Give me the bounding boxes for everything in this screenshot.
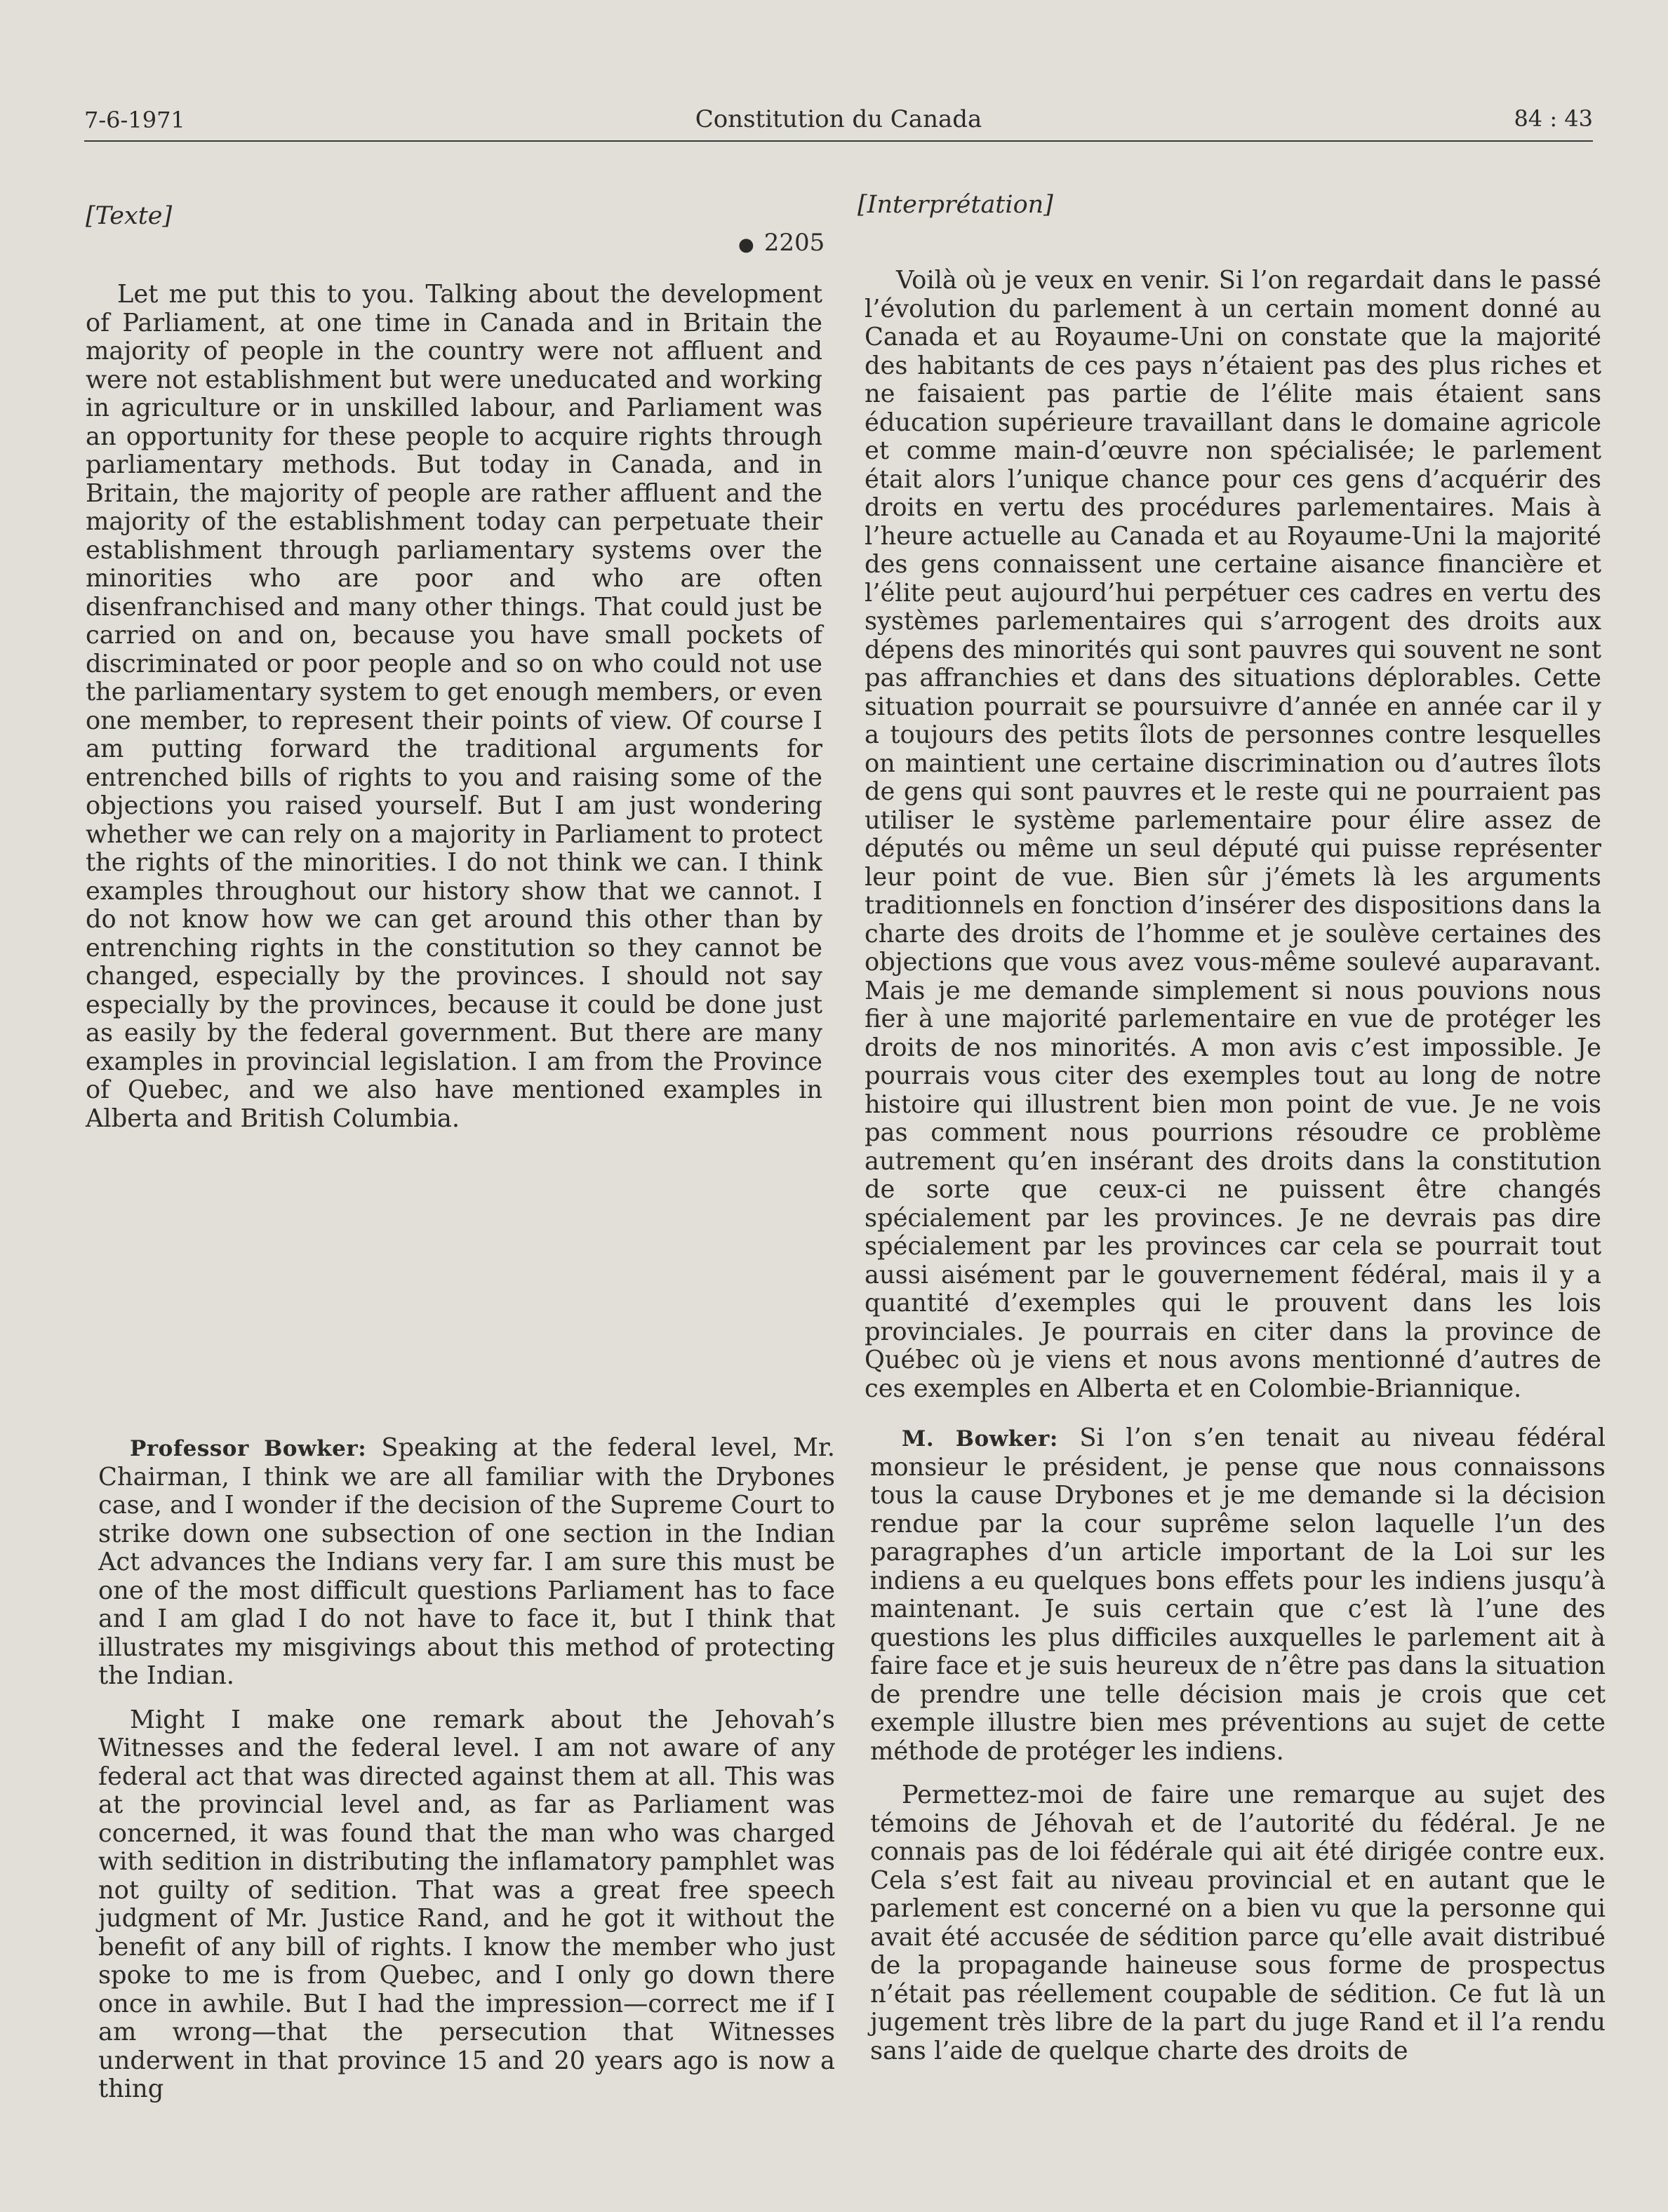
header-title: Constitution du Canada [695,105,982,133]
right-paragraph-1: Voilà où je veux en venir. Si l’on regardait dans le passé l’évolution du parlement à un certain moment donné au Canada et au Royaume-Uni on constate que la majorité des habitants de ces pays n’étaient pas des plus riches et ne faisaient pas partie de l’élite mais étaient sans éducation supérieure travaillant dans le domaine agricole et comme main-d’œuvre non spécialisée; le parlement était alors l’unique chance pour ces gens d’acquérir des droits en vertu des procédures parlementaires. Mais à l’heure actuelle au Canada et au Royaume-Uni la majorité des gens connaissent une certaine aisance financière et l’élite peut aujourd’hui perpétuer ces cadres en vertu des systèmes parlementaires qui s’arrogent des droits aux dépens des minorités qui sont pauvres qui souvent ne sont pas affranchies et dans des situations déplorables. Cette situation pourrait se poursuivre d’année en année car il y a toujours des petits îlots de personnes contre lesquelles on maintient une certaine discrimination ou d’autres îlots de gens qui sont pauvres et le reste qui ne pourraient pas utiliser le système parlementaire pour élire assez de députés ou même un seul député qui puisse représenter leur point de vue. Bien sûr j’émets là les arguments traditionnels en fonction d’insérer des dispositions dans la charte des droits de l’homme et je soulève certaines des objections que vous avez vous-même soulevé auparavant. Mais je me demande simplement si nous pouvions nous fier à une majorité parlementaire en vue de protéger les droits de nos minorités. A mon avis c’est impossible. Je pourrais vous citer des exemples tout au long de notre histoire qui illustrent bien mon point de vue. Je ne vois pas comment nous pourrions résoudre ce problème autrement qu’en insérant des droits dans la constitution de sorte que ceux-ci ne puissent être changés spécialement par les provinces. Je ne devrais pas dire spécialement par les provinces car cela se pourrait tout aussi aisément par le gouvernement fédéral, mais il y a quantité d’exemples qui le prouvent dans les lois provinciales. Je pourrais en citer dans la province de Québec où je viens et nous avons mentionné d’autres de ces exemples en Alberta et en Colombie-Briannique. [865,266,1601,1403]
left-paragraph-3: Might I make one remark about the Jehovah’s Witnesses and the federal level. I am not aware of any federal act that was directed against them at all. This was at the provincial level and, as far as Parliament was concerned, it was found that the man who was charged with sedition in distributing the inflamatory pamphlet was not guilty of sedition. That was a great free speech judgment of Mr. Justice Rand, and he got it without the benefit of any bill of rights. I know the member who just spoke to me is from Quebec, and I only go down there once in awhile. But I had the impression—correct me if I am wrong—that the persecution that Witnesses underwent in that province 15 and 20 years ago is now a thing [98,1705,835,2103]
right-paragraph-2-text: Si l’on s’en tenait au niveau fédéral monsieur le président, je pense que nous connaissons tous la cause Drybones et je me demande si la décision rendue par la cour suprême selon laquelle l’un des paragraphes d’un article important de la Loi sur les indiens a eu quelques bons effets pour les indiens jusqu’à maintenant. Je suis certain que c’est là l’une des questions les plus difficiles auxquelles le parlement ait à faire face et je suis heureux de n’être pas dans la situation de prendre une telle décision mais je crois que cet exemple illustre bien mes préventions au sujet de cette méthode de protéger les indiens. [870,1423,1606,1766]
right-column-label: [Interprétation] [858,191,1053,219]
left-paragraph-2 [98,1434,835,1691]
left-paragraph-2-text: Speaking at the federal level, Mr. Chairman, I think we are all familiar with the Drybones case, and I wonder if the decision of the Supreme Court to strike down one subsection of one section in the Indian Act advances the Indians very far. I am sure this must be one of the most difficult questions Parliament has to face and I am glad I do not have to face it, but I think that illustrates my misgivings about this method of protecting the Indian. [98,1433,835,1690]
right-paragraph-2 [870,1424,1606,1766]
header-date: 7-6-1971 [84,107,185,133]
header-page-number: 84 : 43 [1514,105,1593,132]
time-marker-value: 2205 [763,229,825,257]
right-paragraph-3: Permettez-moi de faire une remarque au sujet des témoins de Jéhovah et de l’autorité du fédéral. Je ne connais pas de loi fédérale qui ait été dirigée contre eux. Cela s’est fait au niveau provincial et en autant que le parlement est concerné on a bien vu que la personne qui avait été accusée de sédition parce qu’elle avait distribué de la propagande haineuse sous forme de prospectus n’était pas réellement coupable de sédition. Ce fut là un jugement très libre de la part du juge Rand et il l’a rendu sans l’aide de quelque charte des droits de [870,1781,1606,2065]
right-column-text-block-2 [870,1424,1606,2065]
left-column-label: [Texte] [86,202,173,230]
bullet-icon: ● [738,234,754,255]
page-header [84,105,1593,142]
left-column-text-block-2 [98,1434,835,2104]
right-column-text-block-1 [865,267,1601,1403]
left-paragraph-1: Let me put this to you. Talking about the development of Parliament, at one time in Canada and in Britain the majority of people in the country were not affluent and were not establishment but were uneducated and working in agriculture or in unskilled labour, and Parliament was an opportunity for these people to acquire rights through parliamentary methods. But today in Canada, and in Britain, the majority of people are rather affluent and the majority of the establishment today can perpetuate their establishment through parliamentary systems over the minorities who are poor and who are often disenfranchised and many other things. That could just be carried on and on, because you have small pockets of discriminated or poor people and so on who could not use the parliamentary system to get enough members, or even one member, to represent their points of view. Of course I am putting forward the traditional arguments for entrenched bills of rights to you and raising some of the objections you raised yourself. But I am just wondering whether we can rely on a majority in Parliament to protect the rights of the minorities. I do not think we can. I think examples throughout our history show that we cannot. I do not know how we can get around this other than by entrenching rights in the constitution so they cannot be changed, especially by the provinces. I should not say especially by the provinces, because it could be done just as easily by the federal government. But there are many examples in provincial legislation. I am from the Province of Quebec, and we also have mentioned examples in Alberta and British Columbia. [86,280,822,1133]
left-column-text-block-1 [86,281,822,1133]
time-marker [738,229,825,257]
right-speaker-name: M. Bowker: [902,1426,1058,1452]
left-speaker-name: Professor Bowker: [130,1436,367,1461]
